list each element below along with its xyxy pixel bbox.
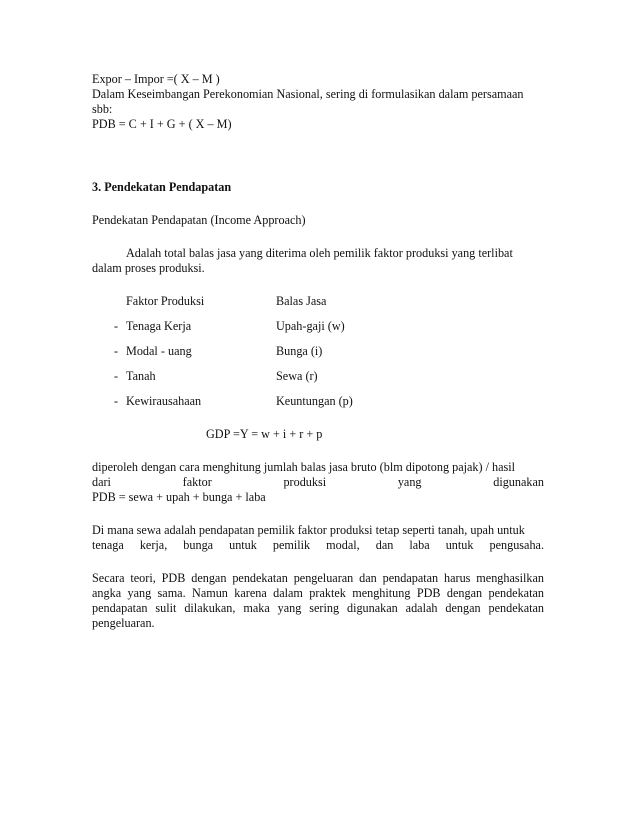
income-para-line-3: PDB = sewa + upah + bunga + laba [92,490,266,504]
income-para-line-1: diperoleh dengan cara menghitung jumlah balas jasa bruto (blm dipotong pajak) / hasil [92,460,516,474]
table-row [92,319,544,334]
row-reward: Sewa (r) [276,369,318,383]
table-row [92,369,544,384]
header-reward: Balas Jasa [276,294,327,308]
intro-line-pdb-formula: PDB = C + I + G + ( X – M) [92,117,232,131]
document-page [92,72,544,631]
row-dash: - [114,344,119,358]
definition-line-1: Adalah total balas jasa yang diterima oleh pemilik faktor produksi yang terlibat [126,246,513,260]
row-dash: - [114,394,119,408]
theory-paragraph: Secara teori, PDB dengan pendekatan pengeluaran dan pendapatan harus menghasilkan angka yang sama. Namun karena dalam praktek menghitung PDB dengan pendekatan pendapatan sulit dilakukan, maka yang sering digunakan adalah dengan pendekatan pengeluaran. [92,571,544,630]
table-row [92,394,544,409]
section-subtitle: Pendekatan Pendapatan (Income Approach) [92,213,306,227]
row-reward: Upah-gaji (w) [276,319,345,333]
rent-para-line-2: tenaga kerja, bunga untuk pemilik modal, dan laba untuk pengusaha. [92,538,544,552]
row-factor: Tenaga Kerja [126,319,192,333]
table-row [92,344,544,359]
rent-para-line-1: Di mana sewa adalah pendapatan pemilik faktor produksi tetap seperti tanah, upah untuk [92,523,525,537]
factor-table-header [92,294,544,309]
row-factor: Kewirausahaan [126,394,202,408]
section-heading: 3. Pendekatan Pendapatan [92,180,232,194]
row-reward: Bunga (i) [276,344,323,358]
definition-line-2: dalam proses produksi. [92,261,205,275]
row-dash: - [114,319,119,333]
header-factor: Faktor Produksi [126,294,205,308]
income-para-line-2: dari faktor produksi yang digunakan [92,475,544,489]
intro-line-export-import: Expor – Impor =( X – M ) [92,72,220,86]
row-factor: Tanah [126,369,156,383]
row-dash: - [114,369,119,383]
row-reward: Keuntungan (p) [276,394,353,408]
row-factor: Modal - uang [126,344,192,358]
intro-line-equilibrium: Dalam Keseimbangan Perekonomian Nasional, sering di formulasikan dalam persamaan [92,87,524,101]
intro-line-sbb: sbb: [92,102,113,116]
gdp-formula: GDP =Y = w + i + r + p [206,427,323,441]
